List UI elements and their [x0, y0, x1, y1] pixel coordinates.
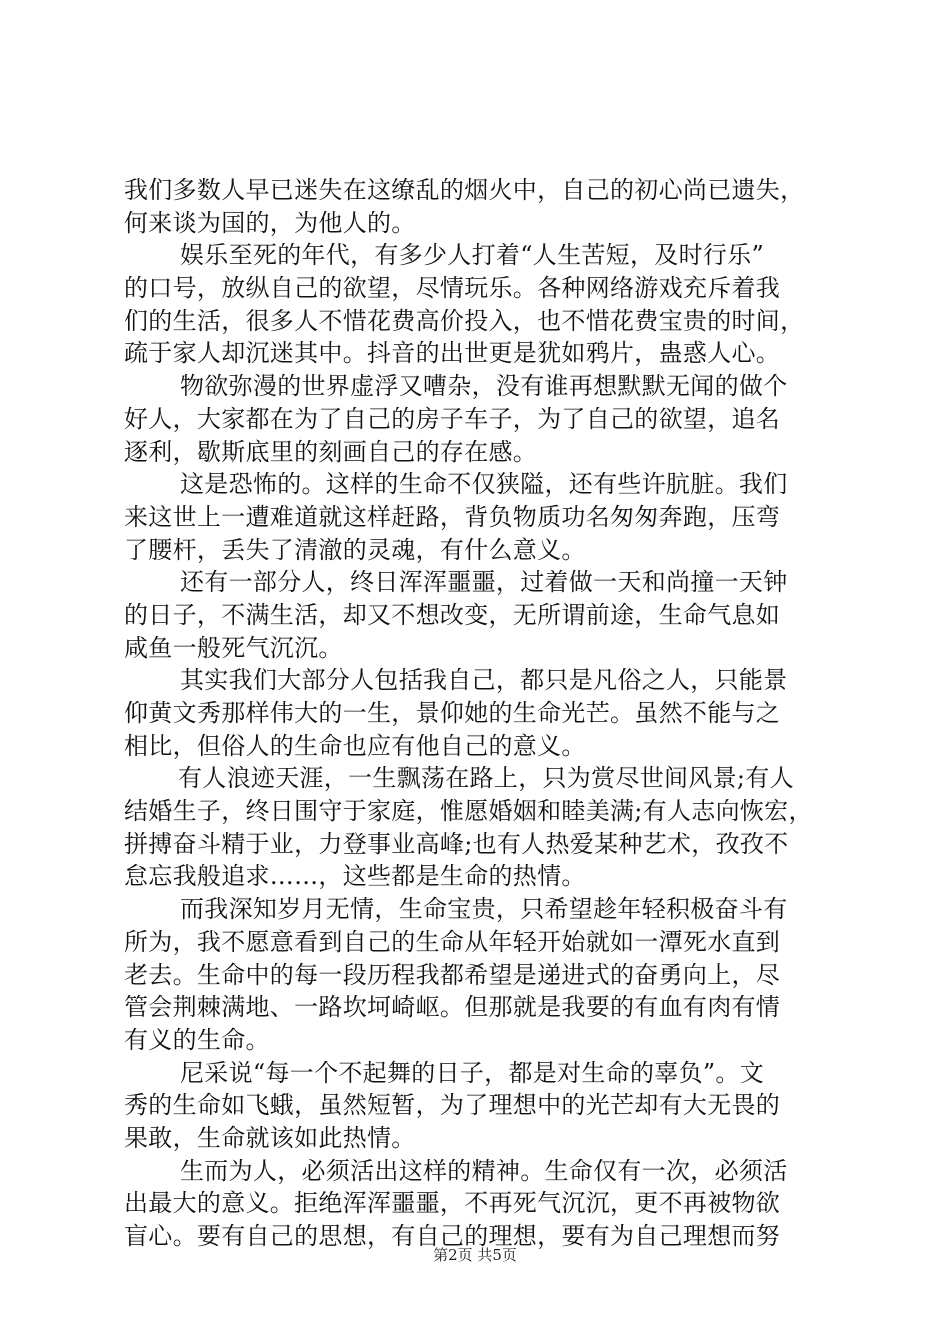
text-line: 们的生活，很多人不惜花费高价投入，也不惜花费宝贵的时间， [124, 306, 805, 335]
text-line: 的日子，不满生活，却又不想改变，无所谓前途，生命气息如 [124, 600, 781, 629]
text-line: 拼搏奋斗精于业，力登事业高峰;也有人热爱某种艺术，孜孜不 [124, 829, 789, 858]
text-line: 好人，大家都在为了自己的房子车子，为了自己的欲望，追名 [124, 404, 781, 433]
text-line: 何来谈为国的，为他人的。 [124, 208, 416, 237]
text-line: 了腰杆，丢失了清澈的灵魂，有什么意义。 [124, 535, 586, 564]
paragraph-start-line: 尼采说“每一个不起舞的日子，都是对生命的辜负”。文 [180, 1058, 765, 1087]
text-line: 来这世上一遭难道就这样赶路，背负物质功名匆匆奔跑，压弯 [124, 502, 781, 531]
paragraph-start-line: 有人浪迹天涯，一生飘荡在路上，只为赏尽世间风景;有人 [178, 764, 794, 793]
text-line: 疏于家人却沉迷其中。抖音的出世更是犹如鸦片，蛊惑人心。 [124, 339, 781, 368]
text-line: 怠忘我般追求……，这些都是生命的热情。 [124, 862, 586, 891]
text-line: 老去。生命中的每一段历程我都希望是递进式的奋勇向上，尽 [124, 960, 781, 989]
text-line: 所为，我不愿意看到自己的生命从年轻开始就如一潭死水直到 [124, 927, 781, 956]
document-body [124, 174, 844, 1253]
text-line: 相比，但俗人的生命也应有他自己的意义。 [124, 731, 586, 760]
text-line: 秀的生命如飞蛾，虽然短暂，为了理想中的光芒却有大无畏的 [124, 1091, 781, 1120]
page-number-footer: 第2页 共5页 [433, 1246, 517, 1264]
text-line: 仰黄文秀那样伟大的一生，景仰她的生命光芒。虽然不能与之 [124, 699, 781, 727]
text-line: 的口号，放纵自己的欲望，尽情玩乐。各种网络游戏充斥着我 [124, 274, 781, 303]
paragraph-start-line: 物欲弥漫的世界虚浮又嘈杂，没有谁再想默默无闻的做个 [180, 372, 788, 401]
paragraph-start-line: 娱乐至死的年代，有多少人打着“人生苦短，及时行乐” [180, 241, 765, 270]
text-line: 有义的生命。 [124, 1025, 270, 1054]
text-line: 果敢，生命就该如此热情。 [124, 1123, 416, 1152]
paragraph-start-line: 其实我们大部分人包括我自己，都只是凡俗之人，只能景 [180, 666, 788, 695]
paragraph-start-line: 还有一部分人，终日浑浑噩噩，过着做一天和尚撞一天钟 [180, 568, 788, 597]
paragraph-start-line: 这是恐怖的。这样的生命不仅狭隘，还有些许肮脏。我们 [180, 470, 788, 499]
paragraph-start-line: 而我深知岁月无情，生命宝贵，只希望趁年轻积极奋斗有 [180, 895, 788, 924]
text-line: 管会荆棘满地、一路坎坷崎岖。但那就是我要的有血有肉有情 [124, 993, 781, 1022]
text-line: 出最大的意义。拒绝浑浑噩噩，不再死气沉沉，更不再被物欲 [124, 1189, 781, 1218]
paragraph-start-line: 生而为人，必须活出这样的精神。生命仅有一次，必须活 [180, 1156, 788, 1185]
text-line: 盲心。要有自己的思想，有自己的理想，要有为自己理想而努 [124, 1222, 781, 1250]
text-line: 咸鱼一般死气沉沉。 [124, 633, 343, 662]
text-line: 逐利，歇斯底里的刻画自己的存在感。 [124, 437, 538, 466]
text-line: 我们多数人早已迷失在这缭乱的烟火中，自己的初心尚已遗失， [124, 176, 805, 204]
text-line: 结婚生子，终日围守于家庭，惟愿婚姻和睦美满;有人志向恢宏， [124, 797, 813, 826]
